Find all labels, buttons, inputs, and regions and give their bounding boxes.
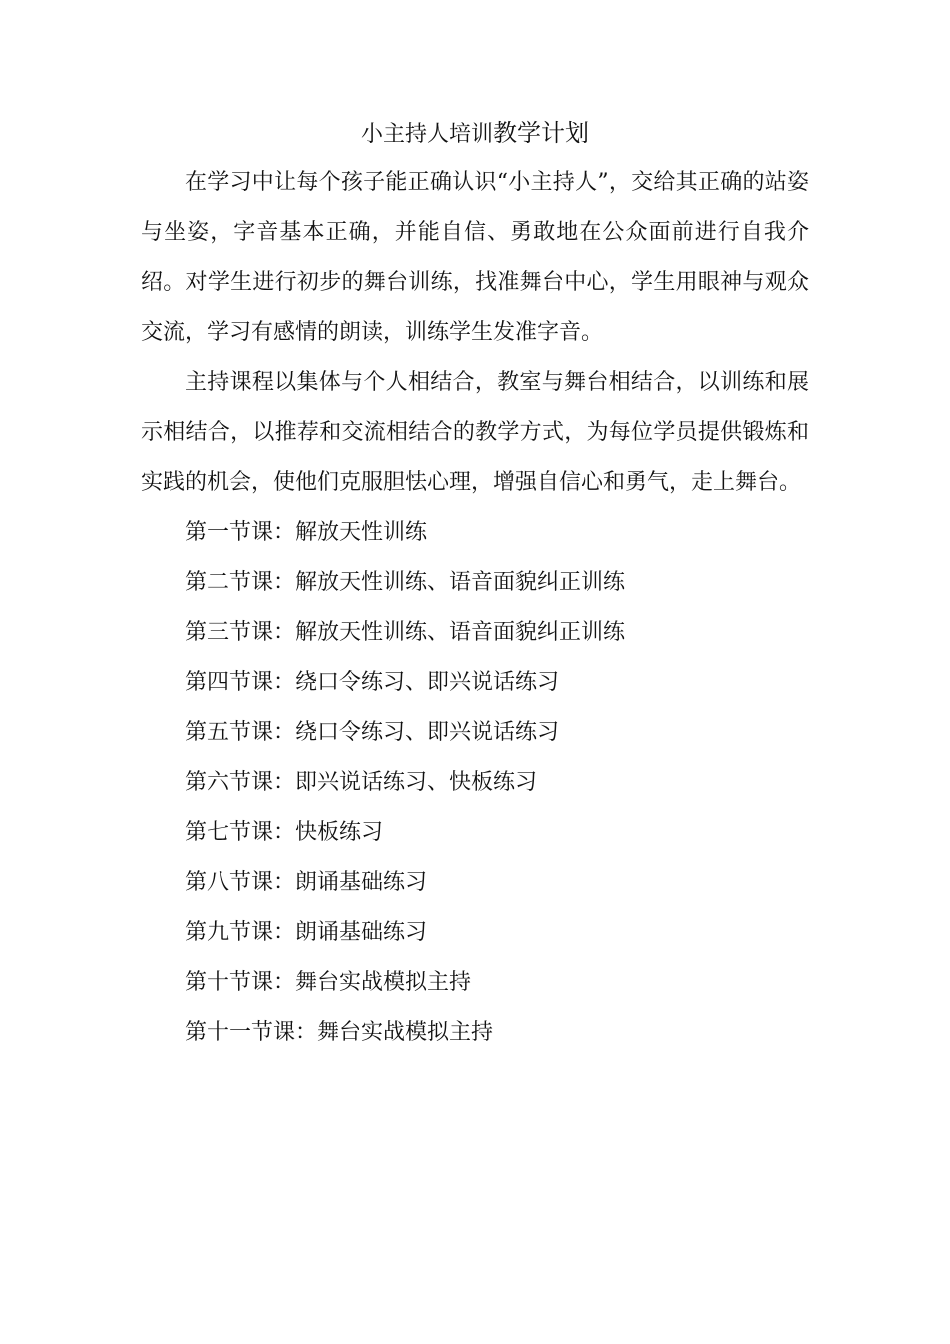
lesson-item-9: 第九节课：朗诵基础练习 xyxy=(185,920,428,945)
lesson-item-3: 第三节课：解放天性训练、语音面貌纠正训练 xyxy=(185,620,626,645)
intro-paragraph: 在学习中让每个孩子能正确认识“小主持人”，交给其正确的站姿与坐姿，字音基本正确，并能自信、勇敢地在公众面前进行自我介绍。对学生进行初步的舞台训练，找准舞台中心，学生用眼神与观众交流，学习有感情的朗读，训练学生发准字音。 xyxy=(141,170,809,345)
lesson-item-2: 第二节课：解放天性训练、语音面貌纠正训练 xyxy=(185,570,626,595)
title-part-2: 教学计划 xyxy=(493,119,589,147)
document-title xyxy=(0,118,950,150)
lesson-item-6: 第六节课：即兴说话练习、快板练习 xyxy=(185,770,538,795)
lesson-item-4: 第四节课：绕口令练习、即兴说话练习 xyxy=(185,670,560,695)
lesson-item-11: 第十一节课：舞台实战模拟主持 xyxy=(185,1020,494,1045)
lesson-item-10: 第十节课：舞台实战模拟主持 xyxy=(185,970,472,995)
title-part-1: 小主持人培训 xyxy=(360,122,493,147)
method-paragraph: 主持课程以集体与个人相结合，教室与舞台相结合，以训练和展示相结合，以推荐和交流相结合的教学方式，为每位学员提供锻炼和实践的机会，使他们克服胆怯心理，增强自信心和勇气，走上舞台。 xyxy=(141,370,809,495)
lesson-item-1: 第一节课：解放天性训练 xyxy=(185,520,428,545)
lesson-item-5: 第五节课：绕口令练习、即兴说话练习 xyxy=(185,720,560,745)
lesson-item-8: 第八节课：朗诵基础练习 xyxy=(185,870,428,895)
lesson-item-7: 第七节课：快板练习 xyxy=(185,820,384,845)
lesson-list xyxy=(141,508,809,1058)
